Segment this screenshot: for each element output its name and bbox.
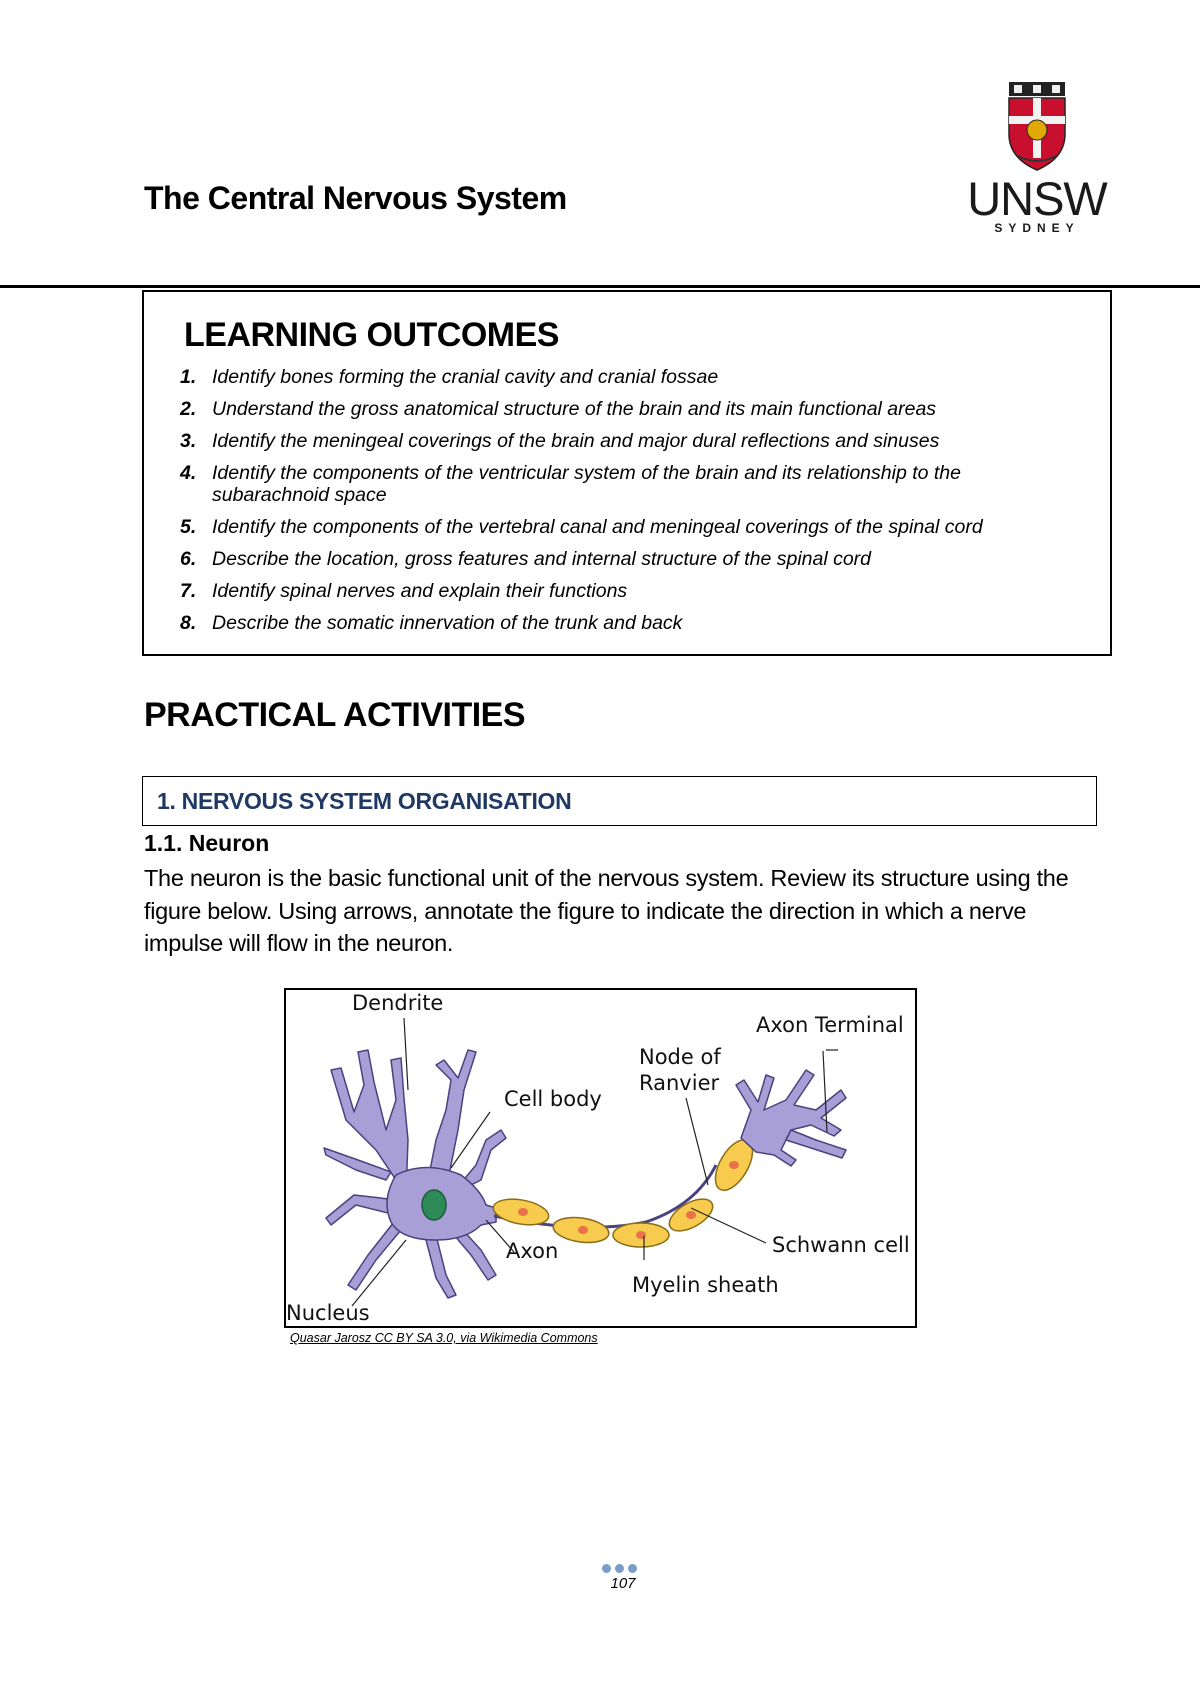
page-number: 107 xyxy=(610,1575,636,1592)
list-item-number: 7. xyxy=(180,580,197,602)
list-item-number: 6. xyxy=(180,548,197,570)
neuron-figure xyxy=(284,988,917,1328)
list-item xyxy=(180,430,1080,452)
learning-outcomes-list xyxy=(180,366,1080,634)
list-item xyxy=(180,398,1080,420)
label-axon: Axon xyxy=(506,1239,559,1263)
page-title: The Central Nervous System xyxy=(144,180,567,216)
list-item-text: Identify the components of the vertebral canal and meningeal coverings of the spinal cord xyxy=(212,516,983,538)
learning-outcomes-box xyxy=(142,290,1112,656)
figure-caption: Quasar Jarosz CC BY SA 3.0, via Wikimedia Commons xyxy=(290,1331,598,1345)
learning-outcomes-heading: LEARNING OUTCOMES xyxy=(184,316,559,354)
pointer-lines xyxy=(352,1018,838,1306)
list-item xyxy=(180,516,1080,538)
list-item-text: Identify the components of the ventricular system of the brain and its relationship to the subarachnoid space xyxy=(212,462,961,506)
label-nucleus: Nucleus xyxy=(286,1301,370,1325)
section-title-box xyxy=(142,776,1097,826)
nucleus-shape xyxy=(422,1190,446,1220)
label-ranvier: Ranvier xyxy=(639,1071,720,1095)
label-myelin-sheath: Myelin sheath xyxy=(632,1273,779,1297)
list-item xyxy=(180,462,1080,506)
unsw-logo xyxy=(962,82,1112,235)
footer-dot xyxy=(602,1564,611,1573)
neuron-diagram xyxy=(286,990,917,1328)
footer-dot xyxy=(628,1564,637,1573)
label-schwann-cell: Schwann cell xyxy=(772,1233,910,1257)
list-item-number: 3. xyxy=(180,430,197,452)
unsw-crest-icon xyxy=(1006,82,1068,172)
label-axon-terminal: Axon Terminal xyxy=(756,1013,904,1037)
label-node-of: Node of xyxy=(639,1045,721,1069)
list-item xyxy=(180,612,1080,634)
neuron-cell-body xyxy=(324,1050,506,1298)
list-item-number: 2. xyxy=(180,398,197,420)
list-item-number: 4. xyxy=(180,462,197,484)
list-item-text: Identify the meningeal coverings of the brain and major dural reflections and sinuses xyxy=(212,430,940,452)
list-item-text: Describe the somatic innervation of the trunk and back xyxy=(212,612,683,634)
header-divider xyxy=(0,285,1200,288)
list-item-number: 8. xyxy=(180,612,197,634)
logo-subtitle: SYDNEY xyxy=(994,221,1080,235)
footer-dot xyxy=(615,1564,624,1573)
body-paragraph: The neuron is the basic functional unit of the nervous system. Review its structure using the figure below. Using arrows, annotate the figure to indicate the direction in which a nerve impulse will flow in the neuron. xyxy=(144,865,1069,956)
list-item xyxy=(180,548,1080,570)
list-item-text: Identify bones forming the cranial cavity and cranial fossae xyxy=(212,366,719,388)
list-item-number: 1. xyxy=(180,366,197,388)
list-item xyxy=(180,366,1080,388)
list-item xyxy=(180,580,1080,602)
label-dendrite: Dendrite xyxy=(352,991,444,1015)
list-item-text: Describe the location, gross features and internal structure of the spinal cord xyxy=(212,548,872,570)
myelin-segments xyxy=(491,1134,760,1247)
practical-activities-heading: PRACTICAL ACTIVITIES xyxy=(144,696,526,734)
subsection-title: 1.1. Neuron xyxy=(144,830,270,856)
label-cell-body: Cell body xyxy=(504,1087,602,1111)
list-item-number: 5. xyxy=(180,516,197,538)
list-item-text: Identify spinal nerves and explain their functions xyxy=(212,580,628,602)
list-item-text: Understand the gross anatomical structure of the brain and its main functional areas xyxy=(212,398,937,420)
section-title: 1. NERVOUS SYSTEM ORGANISATION xyxy=(157,788,572,814)
logo-wordmark: UNSW xyxy=(967,172,1107,225)
